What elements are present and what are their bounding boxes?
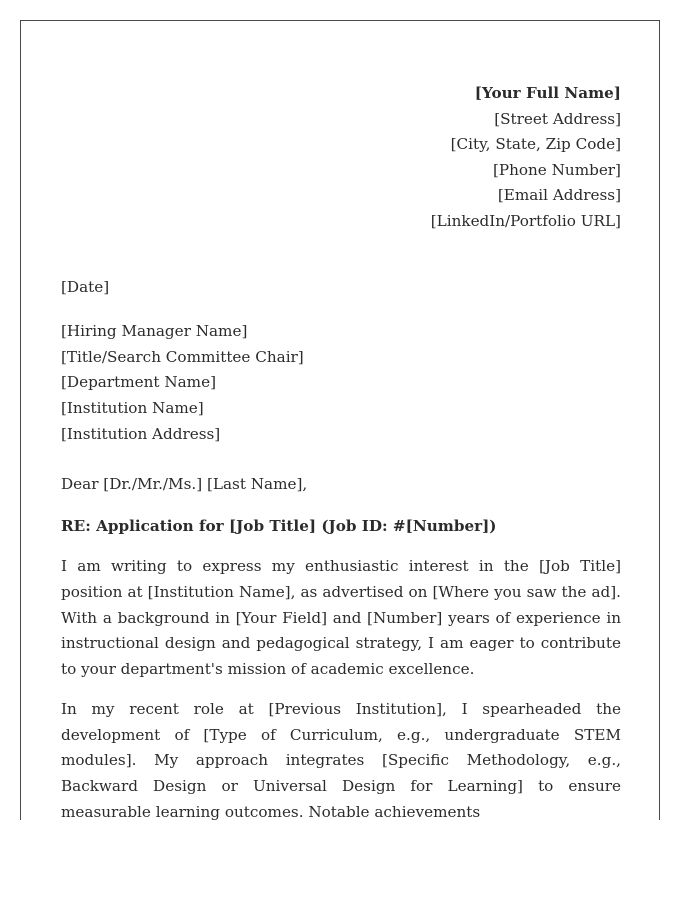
sender-name: [Your Full Name]	[474, 84, 621, 102]
sender-email: [Email Address]	[497, 186, 621, 205]
recipient-block	[61, 319, 621, 447]
sender-city: [City, State, Zip Code]	[450, 135, 621, 154]
recipient-department: [Department Name]	[61, 373, 216, 392]
letter-date: [Date]	[61, 277, 110, 296]
body-paragraph-2: In my recent role at [Previous Institution], I spearheaded the development of [Type of Curriculum, e.g., undergraduate STEM modules]. My approach integrates [Specific Methodology, e.g., Backward Design or Universal Design for Learning] to ensure measurable learning outcomes. Notable achievements	[61, 700, 621, 820]
recipient-name: [Hiring Manager Name]	[61, 322, 248, 341]
recipient-institution: [Institution Name]	[61, 398, 204, 417]
recipient-address: [Institution Address]	[61, 424, 221, 443]
letter-content	[61, 81, 621, 820]
letter-page	[20, 20, 660, 820]
subject-line: RE: Application for [Job Title] (Job ID: #[Number])	[61, 516, 497, 535]
sender-block	[61, 81, 621, 235]
sender-phone: [Phone Number]	[492, 160, 621, 179]
salutation: Dear [Dr./Mr./Ms.] [Last Name],	[61, 475, 308, 494]
sender-street: [Street Address]	[494, 109, 621, 128]
sender-url: [LinkedIn/Portfolio URL]	[430, 211, 621, 230]
body-paragraph-1: I am writing to express my enthusiastic interest in the [Job Title] position at [Institution Name], as advertised on [Where you saw the ad]. With a background in [Your Field] and [Number] years of experience in instructional design and pedagogical strategy, I am eager to contribute to your department's mission of academic excellence.	[61, 557, 621, 678]
recipient-title: [Title/Search Committee Chair]	[61, 347, 304, 366]
